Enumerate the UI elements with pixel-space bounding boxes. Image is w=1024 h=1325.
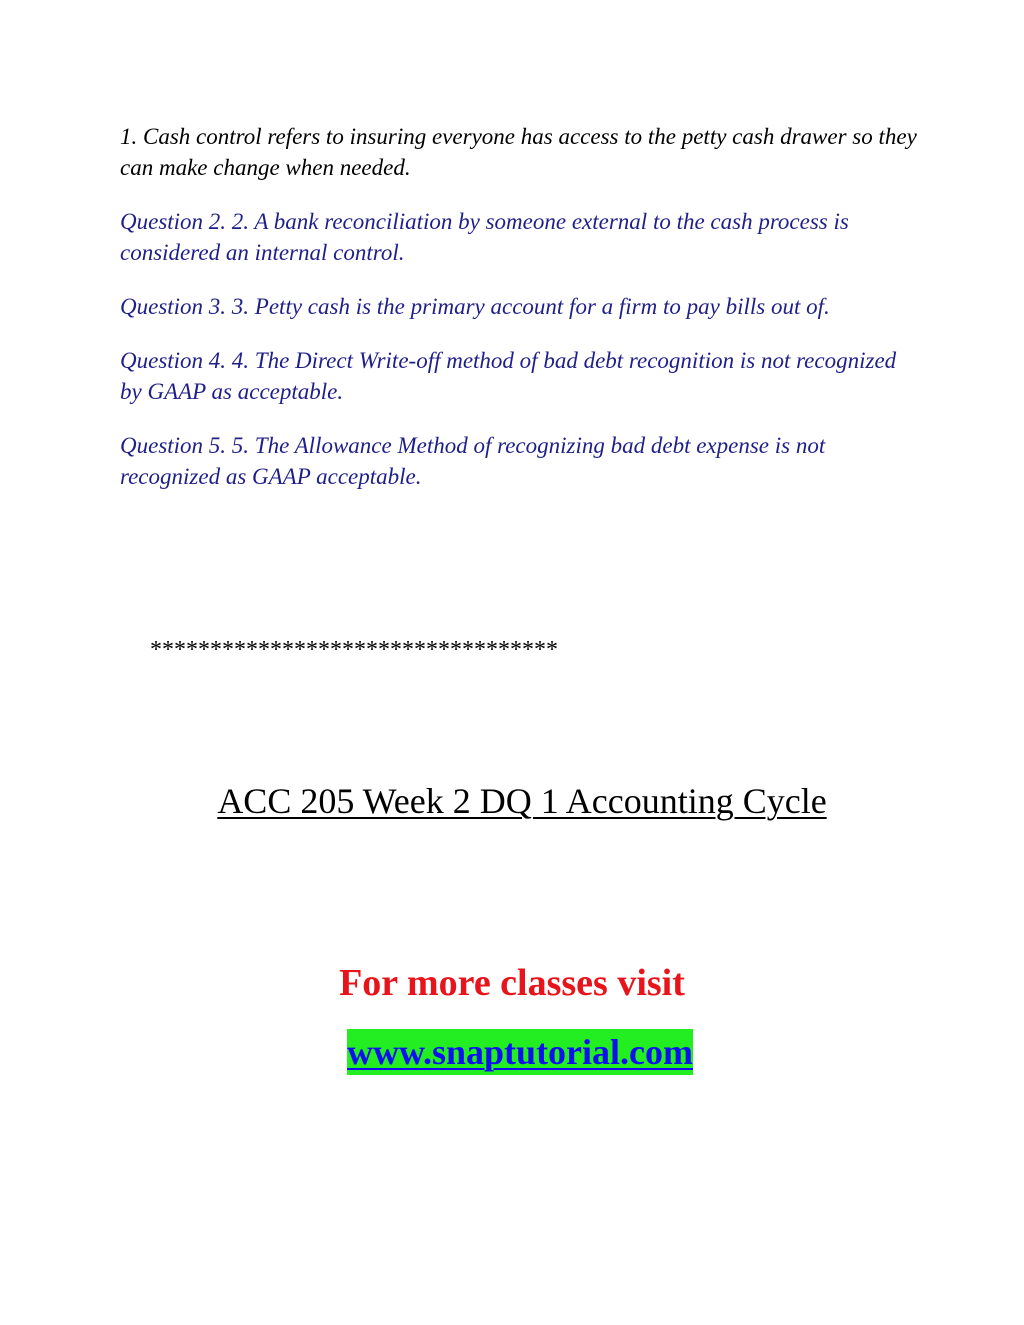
website-link[interactable]: www.snaptutorial.com — [347, 1029, 693, 1075]
page-heading — [0, 779, 1024, 823]
separator-asterisks: ********************************** — [150, 637, 558, 663]
promo-text: For more classes visit — [339, 962, 685, 1004]
question-3: Question 3. 3. Petty cash is the primary account for a firm to pay bills out of. — [120, 294, 830, 319]
question-5: Question 5. 5. The Allowance Method of recognizing bad debt expense is not recognized as GAAP acceptable. — [120, 433, 826, 489]
question-4: Question 4. 4. The Direct Write-off method of bad debt recognition is not recognized by GAAP as acceptable. — [120, 348, 897, 404]
question-2: Question 2. 2. A bank reconciliation by someone external to the cash process is considered an internal control. — [120, 209, 849, 265]
page-heading-text: ACC 205 Week 2 DQ 1 Accounting Cycle — [217, 781, 827, 821]
question-1: 1. Cash control refers to insuring everyone has access to the petty cash drawer so they can make change when needed. — [120, 124, 917, 180]
question-list — [120, 121, 920, 515]
